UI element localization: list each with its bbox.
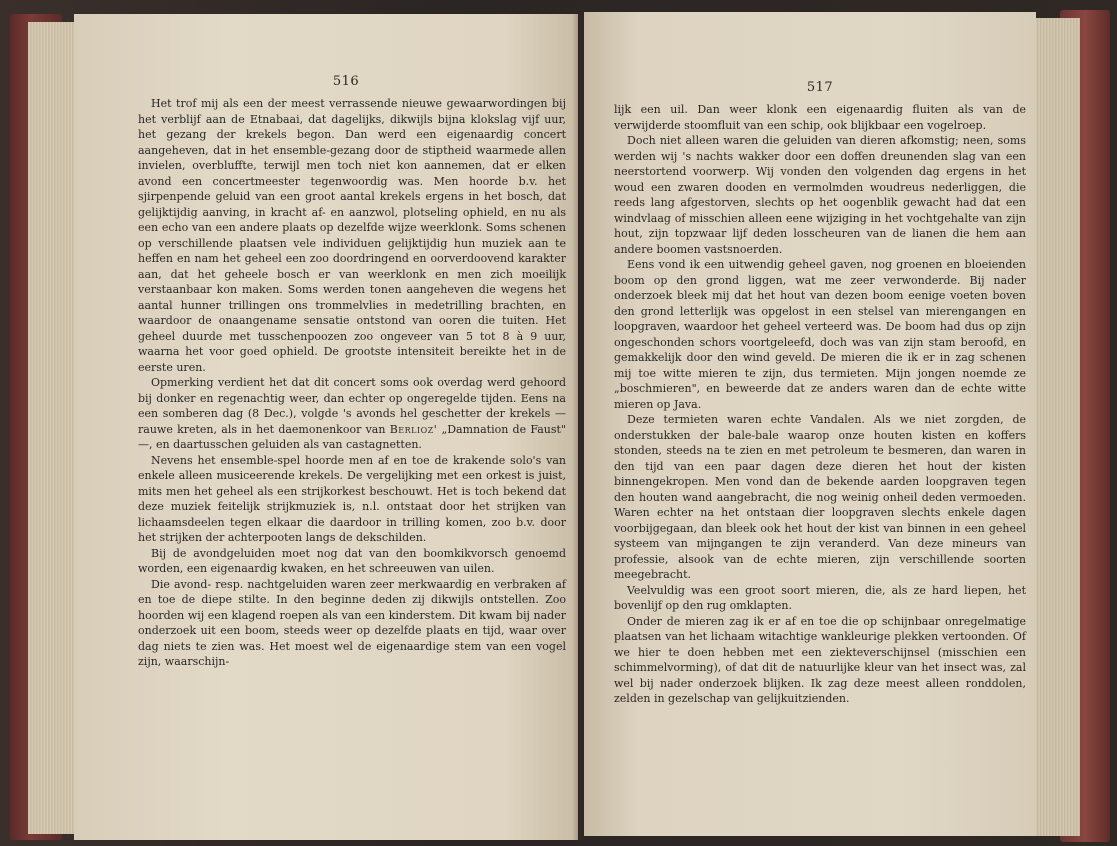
paragraph-text: Opmerking verdient het dat dit concert soms ook overdag werd gehoord bij donker en regenachtig weer, dan echter op ongeregelde tijden. Eens na een somberen dag (8 Dec.), volgde 's avonds hel geschetter der krekels — rauwe kreten, als in het daemonenkoor van (138, 376, 566, 436)
composer-name: Berlioz' (389, 422, 438, 436)
paragraph: Nevens het ensemble-spel hoorde men af en toe de krakende solo's van enkele alleen musiceerende krekels. De vergelijking met een orkest is juist, mits men het geheel als een strijkorkest beschouwt. Het is toch bekend dat deze muziek feitelijk strijkmuziek is, n.l. ontstaat door het strijken van lichaamsdeelen tegen elkaar die daardoor in trilling komen, zoo b.v. door het strijken der achterpooten langs de dekschilden. (138, 453, 566, 544)
paragraph (138, 375, 566, 453)
paragraph: Veelvuldig was een groot soort mieren, die, als ze hard liepen, het bovenlijf op den rug omklapten. (614, 583, 1026, 612)
paragraph-text: „Damnation de Faust" —, en daartusschen geluiden als van castagnetten. (138, 422, 566, 451)
paragraph: Het trof mij als een der meest verrassende nieuwe gewaarwordingen bij het verblijf aan de Etnabaai, dat dagelijks, dikwijls bijna klokslag vijf uur, het gezang der krekels begon. Dan werd een eigenaardig concert aangeheven, dat in het ensemble-gezang door de stiptheid waarmede allen invielen, overbluffte, terwijl men toch niet kon aannemen, dat er elken avond een concertmeester tegenwoordig was. Men hoorde b.v. het sjirpenpende geluid van een groot aantal krekels ergens in het bosch, dat gelijktijdig aanving, in kracht af- en aanzwol, plotseling ophield, en nu als een echo van een andere plaats op dezelfde wijze weerklonk. Soms schenen op verschillende plaatsen vele individuen gelijktijdig hun muziek aan te heffen en nam het geheel een zoo doordringend en oorverdoovend karakter aan, dat het geheele bosch er van weerklonk en men zich moeilijk verstaanbaar kon maken. Soms werden tonen aangeheven die wegens het aantal hunner trillingen ons trommelvlies in medetrilling brachten, en waardoor de onaangename sensatie ontstond van ooren die tuiten. Het geheel duurde met tusschenpoozen zoo ongeveer van 5 tot 8 à 9 uur, waarna het voor goed ophield. De grootste intensiteit bereikte het in de eerste uren. (138, 97, 566, 374)
left-page (74, 14, 578, 840)
paragraph: Onder de mieren zag ik er af en toe die op schijnbaar onregelmatige plaatsen van het lichaam witachtige wankleurige plekken vertoonden. Of we hier te doen hebben met een ziekteverschijnsel (misschien een schimmelvorming), of dat dit de natuurlijke kleur van het insect was, zal wel bij nader onderzoek blijken. Ik zag deze meest alleen ronddolen, zelden in gezelschap van gelijkuitzienden. (614, 614, 1026, 705)
page-edges-right (1032, 18, 1080, 836)
right-page (584, 12, 1036, 836)
paragraph: Eens vond ik een uitwendig geheel gaven, nog groenen en bloeienden boom op den grond liggen, wat me zeer verwonderde. Bij nader onderzoek bleek mij dat het hout van dezen boom eenige voeten boven den grond letterlijk was opgelost in een stelsel van mierengangen en loopgraven, waardoor het geheel verteerd was. De boom had dus op zijn ongeschonden schors voortgeleefd, doch was van zijn stam beroofd, en gemakkelijk door den wind geveld. De mieren die ik er in zag schenen mij toe witte mieren te zijn, dus termieten. Mijn jongen noemde ze „boschmieren", en beweerde dat ze anders waren dan de echte witte mieren op Java. (614, 258, 1026, 411)
page-number-left: 516 (332, 74, 360, 89)
paragraph: lijk een uil. Dan weer klonk een eigenaardig fluiten als van de verwijderde stoomfluit van een schip, ook blijkbaar een vogelroep. (614, 103, 1026, 132)
paragraph: Die avond- resp. nachtgeluiden waren zeer merkwaardig en verbraken af en toe de diepe stilte. In den beginne deden zij dikwijls ontstellen. Zoo hoorden wij een klagend roepen als van een kinderstem. Dit kwam bij nader onderzoek uit een boom, steeds weer op dezelfde plaats en tijd, waar over dag niets te zien was. Het moest wel de eigenaardige stem van een vogel zijn, waarschijn- (138, 577, 566, 668)
page-edges-left (28, 22, 78, 834)
paragraph: Doch niet alleen waren die geluiden van dieren afkomstig; neen, soms werden wij 's nachts wakker door een doffen dreunenden slag van een neerstortend voorwerp. Wij vonden den volgenden dag ergens in het woud een zwaren dooden en vermolmden woudreus nederliggen, die reeds lang afgestorven, slechts op het oogenblik gewacht had dat een windvlaag of misschien alleen eene wijziging in het vochtgehalte van zijn hout, zijn topzwaar lijf deden losscheuren van de lianen die hem aan andere boomen vastsnoerden. (614, 134, 1026, 256)
page-number-right: 517 (806, 80, 834, 95)
paragraph: Deze termieten waren echte Vandalen. Als we niet zorgden, de onderstukken der bale-bale waarop onze houten kisten en koffers stonden, steeds na te zien en met petroleum te besmeren, dan waren in den tijd van een paar dagen deze dieren het hout der kisten binnengekropen. Men vond dan de bekende aarden loopgraven tegen den houten wand aangebracht, die nog weinig onheil deden vermoeden. Waren echter na het ontstaan dier loopgraven slechts enkele dagen voorbijgegaan, dan bleek ook het hout der kist van binnen in een geheel systeem van mijngangen te zijn veranderd. Van deze mineurs van professie, alsook van de echte mieren, zijn verschillende soorten meegebracht. (614, 413, 1026, 581)
paragraph: Bij de avondgeluiden moet nog dat van den boomkikvorsch genoemd worden, een eigenaardig kwaken, en het schreeuwen van uilen. (138, 546, 566, 575)
